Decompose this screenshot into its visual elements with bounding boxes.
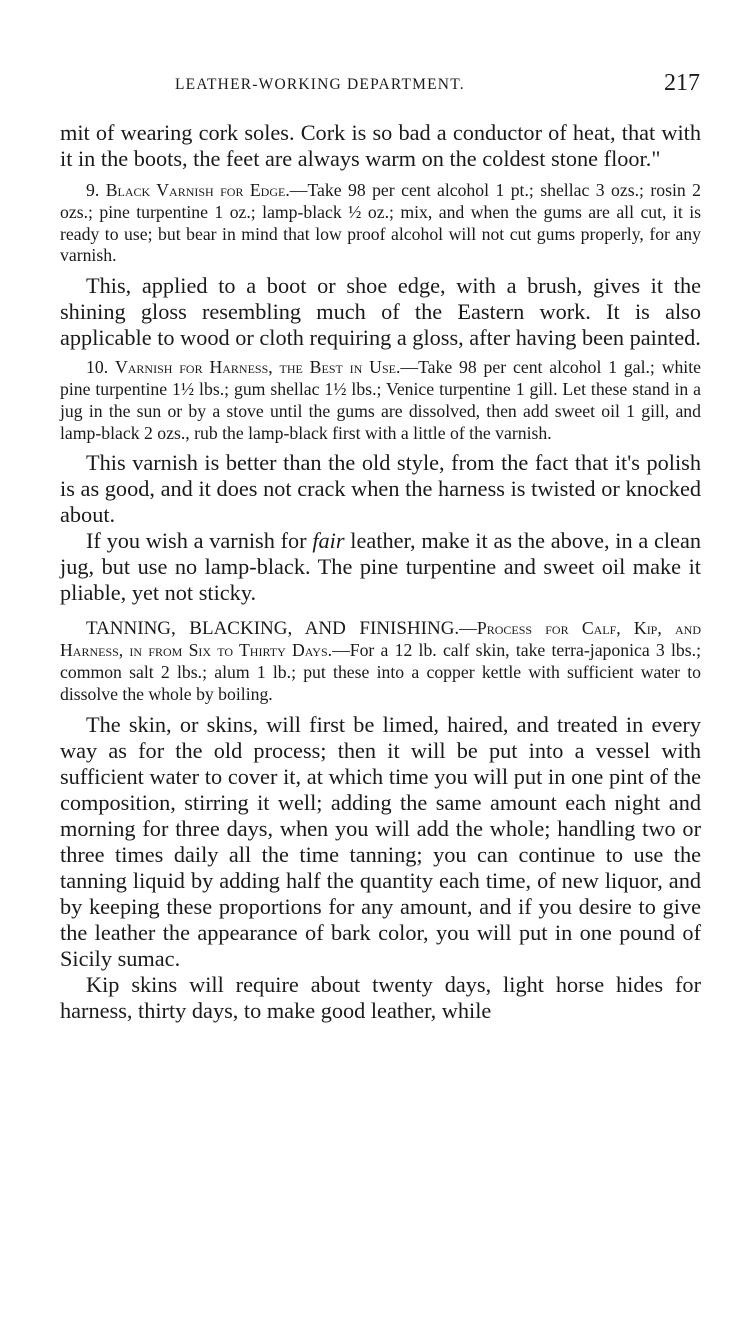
recipe-9-paragraph	[60, 180, 701, 267]
recipe-10-note-1: This varnish is better than the old style, from the fact that it's polish is as good, and it does not crack when the harness is twisted or knocked about.	[60, 450, 701, 528]
tanning-subtitle: —Process for Calf, Kip, and Harness, in from Six to Thirty Days.	[60, 618, 701, 661]
page-number: 217	[664, 70, 700, 96]
recipe-10-title: Varnish for Harness, the Best in Use.	[114, 357, 401, 378]
recipe-10-note-2-end: leather, make it as the above, in a clean jug, but use no lamp-black. The pine turpentine and sweet oil make it pliable, yet not sticky.	[60, 528, 701, 606]
recipe-10-body: —Take 98 per cent alcohol 1 gal.; white pine turpentine 1½ lbs.; gum shellac 1½ lbs.; Venice turpentine 1 gill. Let these stand in a jug in the sun or by a stove until the gums are dissolved, then add sweet oil 1 gill, and lamp-black 2 ozs., rub the lamp-black first with a little of the varnish.	[60, 357, 701, 443]
recipe-10-note-2	[60, 528, 701, 606]
recipe-9-number: 9.	[86, 180, 106, 200]
recipe-10-paragraph	[60, 357, 701, 444]
tanning-title: TANNING, BLACKING, AND FINISHING.	[86, 618, 460, 640]
continued-paragraph: mit of wearing cork soles. Cork is so bad a conductor of heat, that with it in the boots, the feet are always warm on the coldest stone floor."	[60, 120, 701, 171]
tanning-body: —For a 12 lb. calf skin, take terra-japonica 3 lbs.; common salt 2 lbs.; alum 1 lb.; put these into a copper kettle with sufficient water to dissolve the whole by boiling.	[60, 640, 701, 704]
recipe-9-note: This, applied to a boot or shoe edge, with a brush, gives it the shining gloss resembling much of the Eastern work. It is also applicable to wood or cloth requiring a gloss, after having been painted.	[60, 273, 701, 351]
recipe-10-note-2-start: If you wish a varnish for	[86, 528, 313, 554]
tanning-process-paragraph: The skin, or skins, will first be limed, haired, and treated in every way as for the old process; then it will be put into a vessel with sufficient water to cover it, at which time you will put in one pint of the composition, stirring it well; adding the same amount each night and morning for three days, when you will add the whole; handling two or three times daily all the time tanning; you can continue to use the tanning liquid by adding half the quantity each time, of new liquor, and by keeping these proportions for any amount, and if you desire to give the leather the appearance of bark color, you will put in one pound of Sicily sumac.	[60, 711, 701, 971]
running-head: LEATHER-WORKING DEPARTMENT.	[175, 76, 465, 93]
recipe-10-note-2-emphasis: fair	[312, 528, 345, 554]
recipe-10-number: 10.	[86, 357, 115, 378]
page-header	[175, 70, 700, 102]
body-text	[60, 120, 701, 1024]
tanning-duration-paragraph: Kip skins will require about twenty days, light horse hides for harness, thirty days, to make good leather, while	[60, 971, 701, 1023]
tanning-paragraph	[60, 618, 701, 705]
recipe-9-title: Black Varnish for Edge.	[105, 180, 290, 200]
recipe-9-body: —Take 98 per cent alcohol 1 pt.; shellac 3 ozs.; rosin 2 ozs.; pine turpentine 1 oz.; lamp-black ½ oz.; mix, and when the gums are all cut, it is ready to use; but bear in mind that low proof alcohol will not cut gums properly, for any varnish.	[60, 180, 701, 266]
